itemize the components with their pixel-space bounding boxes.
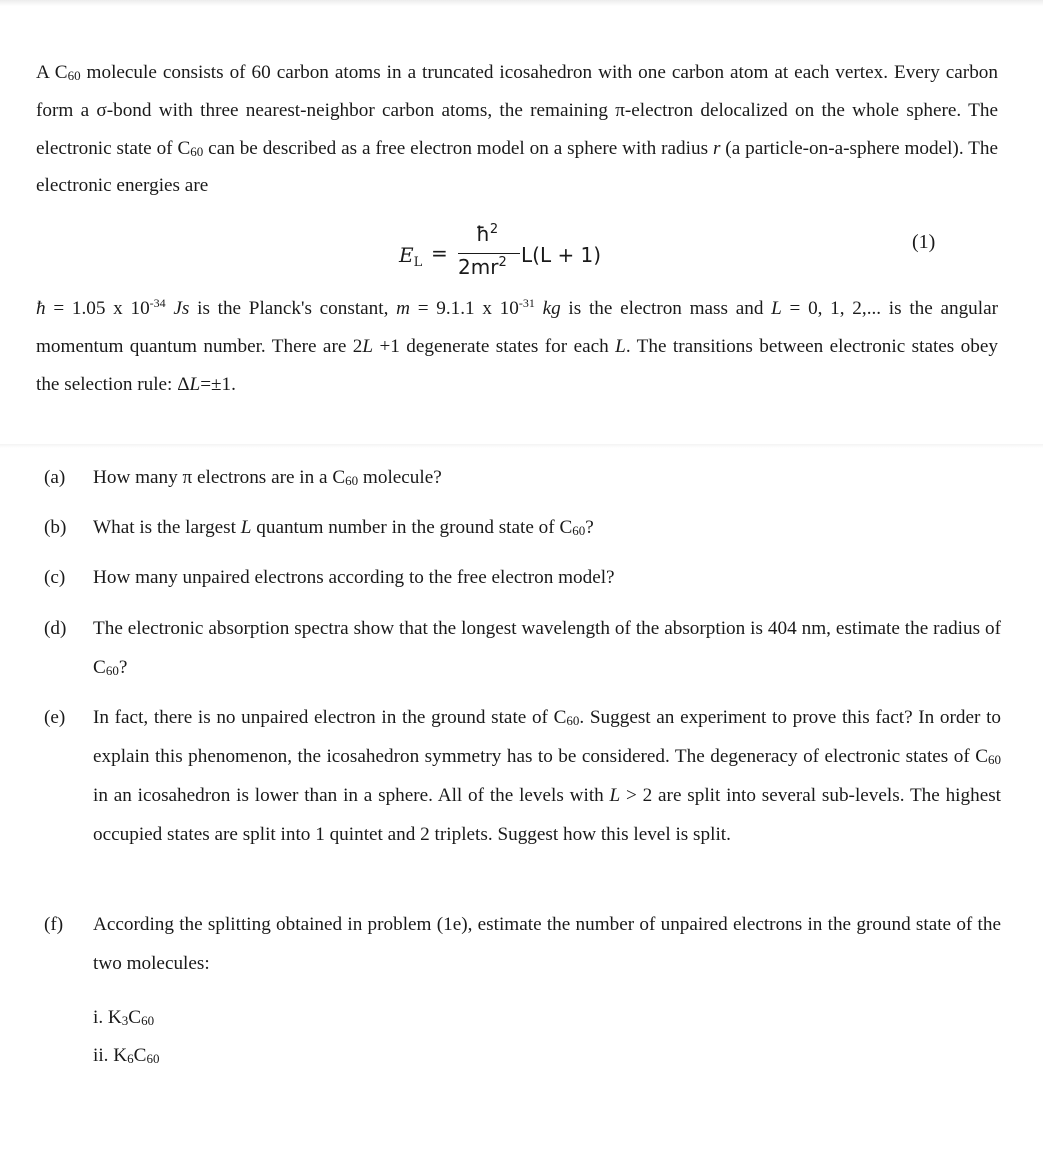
question-text: The electronic absorption spectra show that the longest wavelength of the absorption is 404 nm, estimate the radius of $C_{60}$? [93,618,1001,678]
equation-lhs: $E_L$ [399,243,423,270]
question-label: (b) [44,517,67,538]
question-label: (f) [44,914,64,935]
fraction-denominator: $2mr^2$ [458,255,507,279]
question-text: What is the largest L quantum number in the ground state of $C_{60}$? [93,517,594,538]
fraction-numerator: $ħ^2$ [476,222,499,246]
equation-rhs: L(L + 1) [521,243,602,267]
sub-item-k6c60: ii. $K_6C_{60}$ [93,1045,160,1066]
definitions-paragraph: ħ = 1.05 x $10^{-34}$ Js is the Planck's constant, m = 9.1.1 x $10^{-31}$ kg is the electron mass and L = 0, 1, 2,... is the angular momentum quantum number. There are 2L +1 degenerate states for each L. The transitions between electronic states obey the selection rule: ΔL=±1. [36,296,999,395]
sub-item-k3c60: i. $K_3C_{60}$ [93,1007,155,1028]
question-text: According the splitting obtained in problem (1e), estimate the number of unpaired electrons in the ground state of the two molecules: [93,914,1001,974]
question-text: How many unpaired electrons according to the free electron model? [93,567,615,588]
question-label: (a) [44,467,66,488]
energy-equation [0,222,1043,282]
question-text: In fact, there is no unpaired electron in the ground state of $C_{60}$. Suggest an experiment to prove this fact? In order to explain this phenomenon, the icosahedron symmetry has to be considered. The degeneracy of electronic states of $C_{60}$ in an icosahedron is lower than in a sphere. All of the levels with L > 2 are split into several sub-levels. The highest occupied states are split into 1 quintet and 2 triplets. Suggest how this level is split. [93,707,1002,845]
section-divider [0,444,1043,448]
question-label: (c) [44,567,66,588]
top-edge-shadow [0,0,1043,6]
question-label: (d) [44,618,67,639]
equation-equals: = [431,241,448,265]
question-label: (e) [44,707,66,728]
equation-number: (1) [912,231,936,253]
question-text: How many π electrons are in a $C_{60}$ molecule? [93,467,442,488]
intro-paragraph: A $C_{60}$ molecule consists of 60 carbon atoms in a truncated icosahedron with one carbon atom at each vertex. Every carbon form a σ-bond with three nearest-neighbor carbon atoms, the remaining π-electron delocalized on the whole sphere. The electronic state of $C_{60}$ can be described as a free electron model on a sphere with radius r (a particle-on-a-sphere model). The electronic energies are [36,62,999,197]
